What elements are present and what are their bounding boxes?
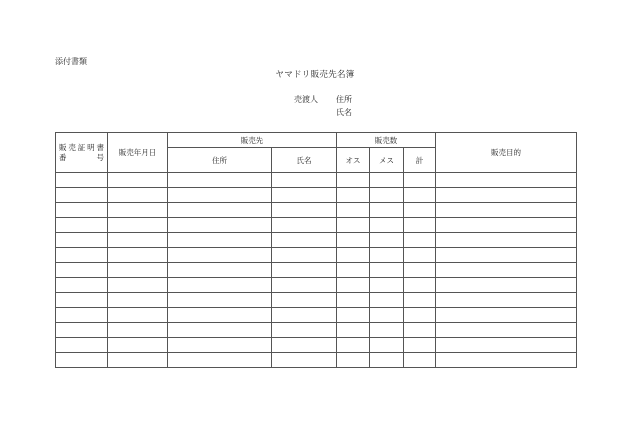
buyer-address-cell[interactable] [168, 278, 272, 293]
female-count-cell[interactable] [370, 203, 404, 218]
buyer-address-cell[interactable] [168, 263, 272, 278]
female-count-cell[interactable] [370, 263, 404, 278]
female-count-cell[interactable] [370, 218, 404, 233]
male-count-cell[interactable] [337, 263, 370, 278]
buyer-address-cell[interactable] [168, 338, 272, 353]
male-count-cell[interactable] [337, 173, 370, 188]
table-row [56, 248, 577, 263]
header-purpose: 販売目的 [436, 133, 577, 173]
sale-date-cell[interactable] [108, 323, 168, 338]
cert-number-cell[interactable] [56, 293, 108, 308]
header-male: オス [337, 148, 370, 173]
buyer-address-cell[interactable] [168, 173, 272, 188]
purpose-cell[interactable] [436, 338, 577, 353]
header-quantity-group: 販売数 [337, 133, 436, 148]
buyer-name-cell[interactable] [272, 338, 337, 353]
total-count-cell[interactable] [404, 188, 436, 203]
table-row [56, 203, 577, 218]
buyer-name-cell[interactable] [272, 308, 337, 323]
purpose-cell[interactable] [436, 188, 577, 203]
buyer-name-cell[interactable] [272, 203, 337, 218]
sale-date-cell[interactable] [108, 233, 168, 248]
table-row [56, 293, 577, 308]
header-total: 計 [404, 148, 436, 173]
cert-number-cell[interactable] [56, 248, 108, 263]
header-buyer-address: 住所 [168, 148, 272, 173]
purpose-cell[interactable] [436, 203, 577, 218]
sale-date-cell[interactable] [108, 353, 168, 368]
female-count-cell[interactable] [370, 308, 404, 323]
male-count-cell[interactable] [337, 308, 370, 323]
male-count-cell[interactable] [337, 353, 370, 368]
male-count-cell[interactable] [337, 278, 370, 293]
cert-number-cell[interactable] [56, 278, 108, 293]
buyer-name-cell[interactable] [272, 188, 337, 203]
sale-date-cell[interactable] [108, 308, 168, 323]
register-body [56, 173, 577, 368]
sale-date-cell[interactable] [108, 248, 168, 263]
buyer-name-cell[interactable] [272, 248, 337, 263]
header-cert-number-line2: 番 号 [59, 152, 104, 162]
total-count-cell[interactable] [404, 293, 436, 308]
female-count-cell[interactable] [370, 278, 404, 293]
purpose-cell[interactable] [436, 173, 577, 188]
table-row [56, 278, 577, 293]
purpose-cell[interactable] [436, 353, 577, 368]
buyer-name-cell[interactable] [272, 263, 337, 278]
total-count-cell[interactable] [404, 338, 436, 353]
buyer-address-cell[interactable] [168, 353, 272, 368]
buyer-name-cell[interactable] [272, 173, 337, 188]
table-row [56, 353, 577, 368]
buyer-name-cell[interactable] [272, 353, 337, 368]
cert-number-cell[interactable] [56, 308, 108, 323]
cert-number-cell[interactable] [56, 173, 108, 188]
sale-date-cell[interactable] [108, 218, 168, 233]
buyer-address-cell[interactable] [168, 248, 272, 263]
total-count-cell[interactable] [404, 308, 436, 323]
header-cert-number-line1: 販売証明書 [59, 142, 104, 152]
header-sale-date: 販売年月日 [108, 133, 168, 173]
total-count-cell[interactable] [404, 233, 436, 248]
buyer-name-cell[interactable] [272, 233, 337, 248]
table-row [56, 218, 577, 233]
header-buyer-name: 氏名 [272, 148, 337, 173]
total-count-cell[interactable] [404, 263, 436, 278]
buyer-name-cell[interactable] [272, 218, 337, 233]
female-count-cell[interactable] [370, 323, 404, 338]
cert-number-cell[interactable] [56, 353, 108, 368]
cert-number-cell[interactable] [56, 233, 108, 248]
sale-date-cell[interactable] [108, 203, 168, 218]
buyer-name-cell[interactable] [272, 293, 337, 308]
female-count-cell[interactable] [370, 338, 404, 353]
sale-date-cell[interactable] [108, 263, 168, 278]
purpose-cell[interactable] [436, 308, 577, 323]
header-row-1 [56, 133, 577, 148]
buyer-address-cell[interactable] [168, 293, 272, 308]
female-count-cell[interactable] [370, 248, 404, 263]
sale-date-cell[interactable] [108, 173, 168, 188]
buyer-address-cell[interactable] [168, 188, 272, 203]
total-count-cell[interactable] [404, 173, 436, 188]
seller-name-label: 氏名 [336, 108, 352, 117]
total-count-cell[interactable] [404, 248, 436, 263]
header-female: メス [370, 148, 404, 173]
table-row [56, 188, 577, 203]
table-row [56, 338, 577, 353]
total-count-cell[interactable] [404, 278, 436, 293]
sale-date-cell[interactable] [108, 338, 168, 353]
header-buyer-group: 販売先 [168, 133, 337, 148]
total-count-cell[interactable] [404, 353, 436, 368]
table-row [56, 323, 577, 338]
male-count-cell[interactable] [337, 203, 370, 218]
seller-address-label: 住所 [336, 95, 352, 104]
total-count-cell[interactable] [404, 323, 436, 338]
buyer-name-cell[interactable] [272, 278, 337, 293]
male-count-cell[interactable] [337, 248, 370, 263]
purpose-cell[interactable] [436, 323, 577, 338]
sale-date-cell[interactable] [108, 278, 168, 293]
purpose-cell[interactable] [436, 233, 577, 248]
cert-number-cell[interactable] [56, 323, 108, 338]
cert-number-cell[interactable] [56, 203, 108, 218]
total-count-cell[interactable] [404, 203, 436, 218]
total-count-cell[interactable] [404, 218, 436, 233]
table-row [56, 263, 577, 278]
buyer-address-cell[interactable] [168, 308, 272, 323]
buyer-address-cell[interactable] [168, 233, 272, 248]
buyer-address-cell[interactable] [168, 218, 272, 233]
sales-register-table [55, 132, 577, 368]
cert-number-cell[interactable] [56, 263, 108, 278]
female-count-cell[interactable] [370, 233, 404, 248]
male-count-cell[interactable] [337, 293, 370, 308]
buyer-address-cell[interactable] [168, 203, 272, 218]
table-row [56, 173, 577, 188]
buyer-name-cell[interactable] [272, 323, 337, 338]
cert-number-cell[interactable] [56, 188, 108, 203]
female-count-cell[interactable] [370, 188, 404, 203]
male-count-cell[interactable] [337, 188, 370, 203]
male-count-cell[interactable] [337, 323, 370, 338]
male-count-cell[interactable] [337, 218, 370, 233]
male-count-cell[interactable] [337, 338, 370, 353]
male-count-cell[interactable] [337, 233, 370, 248]
purpose-cell[interactable] [436, 218, 577, 233]
female-count-cell[interactable] [370, 173, 404, 188]
attachment-label: 添付書類 [55, 57, 87, 66]
table-row [56, 308, 577, 323]
sale-date-cell[interactable] [108, 188, 168, 203]
header-cert-number [56, 133, 108, 173]
cert-number-cell[interactable] [56, 218, 108, 233]
document-title: ヤマドリ販売先名簿 [275, 70, 355, 80]
female-count-cell[interactable] [370, 293, 404, 308]
seller-role-label: 売渡人 [294, 95, 318, 104]
buyer-address-cell[interactable] [168, 323, 272, 338]
purpose-cell[interactable] [436, 293, 577, 308]
purpose-cell[interactable] [436, 248, 577, 263]
purpose-cell[interactable] [436, 278, 577, 293]
sale-date-cell[interactable] [108, 293, 168, 308]
female-count-cell[interactable] [370, 353, 404, 368]
cert-number-cell[interactable] [56, 338, 108, 353]
purpose-cell[interactable] [436, 263, 577, 278]
table-row [56, 233, 577, 248]
